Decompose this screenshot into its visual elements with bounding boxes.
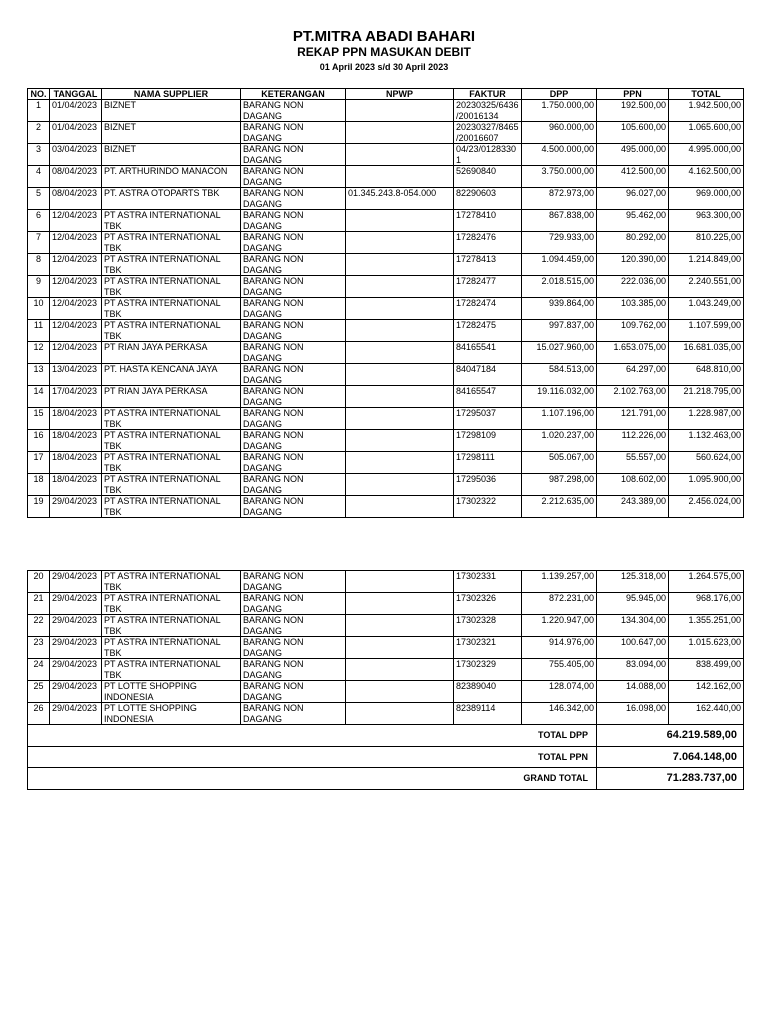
row-number: 8 [28, 254, 50, 276]
row-number: 6 [28, 210, 50, 232]
row-supplier: PT. ASTRA OTOPARTS TBK [102, 188, 241, 210]
row-ppn: 112.226,00 [597, 430, 669, 452]
table-row [28, 210, 744, 232]
totals-label: TOTAL DPP [28, 725, 597, 747]
row-dpp: 19.116.032,00 [522, 386, 597, 408]
row-invoice: 84047184 [454, 364, 522, 386]
table-row [28, 408, 744, 430]
row-npwp [346, 342, 454, 364]
row-npwp [346, 496, 454, 518]
row-npwp [346, 254, 454, 276]
row-total: 1.942.500,00 [669, 100, 744, 122]
row-supplier: PT ASTRA INTERNATIONAL TBK [102, 593, 241, 615]
row-total: 560.624,00 [669, 452, 744, 474]
row-invoice: 17278410 [454, 210, 522, 232]
row-description: BARANG NON DAGANG [241, 342, 346, 364]
row-number: 20 [28, 571, 50, 593]
row-description: BARANG NON DAGANG [241, 298, 346, 320]
row-number: 7 [28, 232, 50, 254]
row-npwp [346, 210, 454, 232]
row-total: 968.176,00 [669, 593, 744, 615]
row-number: 19 [28, 496, 50, 518]
row-date: 17/04/2023 [50, 386, 102, 408]
table-row [28, 254, 744, 276]
table-row [28, 681, 744, 703]
row-npwp [346, 408, 454, 430]
row-number: 9 [28, 276, 50, 298]
row-ppn: 95.945,00 [597, 593, 669, 615]
row-npwp [346, 386, 454, 408]
row-ppn: 495.000,00 [597, 144, 669, 166]
row-description: BARANG NON DAGANG [241, 232, 346, 254]
row-dpp: 872.231,00 [522, 593, 597, 615]
row-ppn: 55.557,00 [597, 452, 669, 474]
col-header-npwp: NPWP [346, 89, 454, 100]
row-number: 13 [28, 364, 50, 386]
col-header-invoice: FAKTUR [454, 89, 522, 100]
table-row [28, 232, 744, 254]
row-total: 21.218.795,00 [669, 386, 744, 408]
row-description: BARANG NON DAGANG [241, 188, 346, 210]
table-row [28, 615, 744, 637]
row-ppn: 121.791,00 [597, 408, 669, 430]
row-supplier: PT ASTRA INTERNATIONAL TBK [102, 276, 241, 298]
row-date: 29/04/2023 [50, 615, 102, 637]
row-ppn: 103.385,00 [597, 298, 669, 320]
row-invoice: 17298111 [454, 452, 522, 474]
table-row [28, 386, 744, 408]
row-ppn: 14.088,00 [597, 681, 669, 703]
row-total: 969.000,00 [669, 188, 744, 210]
table-row [28, 496, 744, 518]
row-dpp: 867.838,00 [522, 210, 597, 232]
row-date: 12/04/2023 [50, 232, 102, 254]
row-date: 12/04/2023 [50, 276, 102, 298]
row-invoice: 17302329 [454, 659, 522, 681]
report-title: REKAP PPN MASUKAN DEBIT [297, 45, 471, 59]
row-dpp: 997.837,00 [522, 320, 597, 342]
row-description: BARANG NON DAGANG [241, 144, 346, 166]
row-description: BARANG NON DAGANG [241, 681, 346, 703]
table-row [28, 703, 744, 725]
row-supplier: PT. ARTHURINDO MANACON [102, 166, 241, 188]
row-total: 963.300,00 [669, 210, 744, 232]
row-description: BARANG NON DAGANG [241, 703, 346, 725]
row-date: 29/04/2023 [50, 571, 102, 593]
row-date: 08/04/2023 [50, 166, 102, 188]
table-row [28, 637, 744, 659]
row-description: BARANG NON DAGANG [241, 430, 346, 452]
row-date: 29/04/2023 [50, 703, 102, 725]
row-total: 1.015.623,00 [669, 637, 744, 659]
row-number: 23 [28, 637, 50, 659]
row-dpp: 1.020.237,00 [522, 430, 597, 452]
row-total: 1.214.849,00 [669, 254, 744, 276]
row-npwp [346, 100, 454, 122]
row-number: 11 [28, 320, 50, 342]
row-supplier: PT ASTRA INTERNATIONAL TBK [102, 320, 241, 342]
row-dpp: 584.513,00 [522, 364, 597, 386]
row-number: 4 [28, 166, 50, 188]
row-date: 12/04/2023 [50, 320, 102, 342]
report-period: 01 April 2023 s/d 30 April 2023 [319, 62, 449, 72]
col-header-ppn: PPN [597, 89, 669, 100]
ppn-table-page-1 [27, 88, 744, 518]
table-row [28, 571, 744, 593]
table-row [28, 364, 744, 386]
row-npwp [346, 452, 454, 474]
row-date: 12/04/2023 [50, 254, 102, 276]
row-date: 12/04/2023 [50, 210, 102, 232]
table-row [28, 298, 744, 320]
row-invoice: 82389040 [454, 681, 522, 703]
row-ppn: 109.762,00 [597, 320, 669, 342]
row-npwp [346, 615, 454, 637]
row-supplier: BIZNET [102, 122, 241, 144]
row-ppn: 134.304,00 [597, 615, 669, 637]
row-ppn: 2.102.763,00 [597, 386, 669, 408]
row-total: 2.240.551,00 [669, 276, 744, 298]
row-invoice: 17302331 [454, 571, 522, 593]
col-header-date: TANGGAL [50, 89, 102, 100]
row-description: BARANG NON DAGANG [241, 276, 346, 298]
row-date: 18/04/2023 [50, 430, 102, 452]
row-date: 03/04/2023 [50, 144, 102, 166]
row-invoice: 84165547 [454, 386, 522, 408]
row-npwp [346, 276, 454, 298]
row-total: 1.132.463,00 [669, 430, 744, 452]
row-npwp [346, 320, 454, 342]
row-invoice: 17302326 [454, 593, 522, 615]
row-date: 12/04/2023 [50, 342, 102, 364]
row-npwp [346, 232, 454, 254]
row-dpp: 4.500.000,00 [522, 144, 597, 166]
row-supplier: PT LOTTE SHOPPING INDONESIA [102, 681, 241, 703]
row-invoice: 82290603 [454, 188, 522, 210]
row-description: BARANG NON DAGANG [241, 615, 346, 637]
row-number: 10 [28, 298, 50, 320]
row-total: 1.043.249,00 [669, 298, 744, 320]
row-date: 29/04/2023 [50, 637, 102, 659]
row-invoice: 17282474 [454, 298, 522, 320]
row-dpp: 1.139.257,00 [522, 571, 597, 593]
row-dpp: 146.342,00 [522, 703, 597, 725]
row-description: BARANG NON DAGANG [241, 593, 346, 615]
row-invoice: 17302328 [454, 615, 522, 637]
row-npwp [346, 637, 454, 659]
row-date: 18/04/2023 [50, 452, 102, 474]
row-description: BARANG NON DAGANG [241, 571, 346, 593]
row-invoice: 82389114 [454, 703, 522, 725]
row-date: 01/04/2023 [50, 122, 102, 144]
row-description: BARANG NON DAGANG [241, 166, 346, 188]
row-npwp [346, 571, 454, 593]
row-description: BARANG NON DAGANG [241, 122, 346, 144]
row-invoice: 17295037 [454, 408, 522, 430]
row-ppn: 222.036,00 [597, 276, 669, 298]
ppn-table-page-2 [27, 570, 744, 790]
row-invoice: 17302322 [454, 496, 522, 518]
row-supplier: PT ASTRA INTERNATIONAL TBK [102, 571, 241, 593]
row-description: BARANG NON DAGANG [241, 210, 346, 232]
table-row [28, 122, 744, 144]
row-npwp: 01.345.243.8-054.000 [346, 188, 454, 210]
row-invoice: 84165541 [454, 342, 522, 364]
row-dpp: 960.000,00 [522, 122, 597, 144]
row-supplier: PT ASTRA INTERNATIONAL TBK [102, 210, 241, 232]
row-number: 25 [28, 681, 50, 703]
row-supplier: PT ASTRA INTERNATIONAL TBK [102, 298, 241, 320]
row-number: 26 [28, 703, 50, 725]
row-npwp [346, 430, 454, 452]
row-date: 18/04/2023 [50, 474, 102, 496]
row-date: 08/04/2023 [50, 188, 102, 210]
row-number: 17 [28, 452, 50, 474]
row-supplier: PT ASTRA INTERNATIONAL TBK [102, 659, 241, 681]
table-row [28, 452, 744, 474]
row-description: BARANG NON DAGANG [241, 452, 346, 474]
table-row [28, 474, 744, 496]
totals-value: 7.064.148,00 [597, 746, 744, 768]
row-dpp: 1.107.196,00 [522, 408, 597, 430]
row-npwp [346, 298, 454, 320]
totals-label: GRAND TOTAL [28, 768, 597, 790]
row-npwp [346, 166, 454, 188]
row-invoice: 17278413 [454, 254, 522, 276]
row-total: 1.355.251,00 [669, 615, 744, 637]
row-dpp: 729.933,00 [522, 232, 597, 254]
row-npwp [346, 681, 454, 703]
row-ppn: 80.292,00 [597, 232, 669, 254]
row-description: BARANG NON DAGANG [241, 364, 346, 386]
row-ppn: 95.462,00 [597, 210, 669, 232]
row-description: BARANG NON DAGANG [241, 496, 346, 518]
row-total: 1.228.987,00 [669, 408, 744, 430]
row-dpp: 15.027.960,00 [522, 342, 597, 364]
row-invoice: 17282476 [454, 232, 522, 254]
row-dpp: 914.976,00 [522, 637, 597, 659]
row-dpp: 2.018.515,00 [522, 276, 597, 298]
table-row [28, 100, 744, 122]
row-date: 13/04/2023 [50, 364, 102, 386]
row-number: 3 [28, 144, 50, 166]
table-row [28, 144, 744, 166]
row-supplier: PT LOTTE SHOPPING INDONESIA [102, 703, 241, 725]
row-invoice: 52690840 [454, 166, 522, 188]
row-number: 14 [28, 386, 50, 408]
col-header-description: KETERANGAN [241, 89, 346, 100]
row-ppn: 96.027,00 [597, 188, 669, 210]
totals-value: 64.219.589,00 [597, 725, 744, 747]
table-row [28, 166, 744, 188]
row-dpp: 1.750.000,00 [522, 100, 597, 122]
row-dpp: 939.864,00 [522, 298, 597, 320]
row-invoice: 04/23/0128330 1 [454, 144, 522, 166]
table-row [28, 276, 744, 298]
row-invoice: 17282475 [454, 320, 522, 342]
row-number: 22 [28, 615, 50, 637]
row-description: BARANG NON DAGANG [241, 320, 346, 342]
row-number: 1 [28, 100, 50, 122]
col-header-supplier: NAMA SUPPLIER [102, 89, 241, 100]
row-dpp: 2.212.635,00 [522, 496, 597, 518]
row-number: 16 [28, 430, 50, 452]
row-number: 5 [28, 188, 50, 210]
row-supplier: PT ASTRA INTERNATIONAL TBK [102, 637, 241, 659]
row-invoice: 20230325/6436 /20016134 [454, 100, 522, 122]
row-number: 2 [28, 122, 50, 144]
row-total: 162.440,00 [669, 703, 744, 725]
row-dpp: 987.298,00 [522, 474, 597, 496]
row-date: 18/04/2023 [50, 408, 102, 430]
row-supplier: BIZNET [102, 100, 241, 122]
row-ppn: 120.390,00 [597, 254, 669, 276]
row-invoice: 17302321 [454, 637, 522, 659]
row-npwp [346, 703, 454, 725]
row-description: BARANG NON DAGANG [241, 254, 346, 276]
row-supplier: PT ASTRA INTERNATIONAL TBK [102, 232, 241, 254]
totals-row [28, 725, 744, 747]
totals-row [28, 768, 744, 790]
row-supplier: PT ASTRA INTERNATIONAL TBK [102, 430, 241, 452]
row-total: 810.225,00 [669, 232, 744, 254]
company-name: PT.MITRA ABADI BAHARI [292, 28, 476, 45]
row-supplier: PT ASTRA INTERNATIONAL TBK [102, 408, 241, 430]
row-description: BARANG NON DAGANG [241, 474, 346, 496]
row-ppn: 125.318,00 [597, 571, 669, 593]
row-total: 1.264.575,00 [669, 571, 744, 593]
row-number: 18 [28, 474, 50, 496]
row-total: 648.810,00 [669, 364, 744, 386]
row-npwp [346, 144, 454, 166]
row-ppn: 108.602,00 [597, 474, 669, 496]
row-ppn: 105.600,00 [597, 122, 669, 144]
row-supplier: PT ASTRA INTERNATIONAL TBK [102, 615, 241, 637]
row-supplier: PT ASTRA INTERNATIONAL TBK [102, 474, 241, 496]
col-header-no: NO. [28, 89, 50, 100]
row-supplier: PT RIAN JAYA PERKASA [102, 342, 241, 364]
row-date: 29/04/2023 [50, 496, 102, 518]
col-header-dpp: DPP [522, 89, 597, 100]
row-date: 01/04/2023 [50, 100, 102, 122]
row-dpp: 505.067,00 [522, 452, 597, 474]
row-number: 12 [28, 342, 50, 364]
row-dpp: 3.750.000,00 [522, 166, 597, 188]
row-invoice: 17298109 [454, 430, 522, 452]
row-supplier: PT. HASTA KENCANA JAYA [102, 364, 241, 386]
row-supplier: BIZNET [102, 144, 241, 166]
row-dpp: 872.973,00 [522, 188, 597, 210]
row-ppn: 243.389,00 [597, 496, 669, 518]
table-row [28, 342, 744, 364]
row-ppn: 64.297,00 [597, 364, 669, 386]
row-description: BARANG NON DAGANG [241, 659, 346, 681]
row-npwp [346, 593, 454, 615]
row-total: 838.499,00 [669, 659, 744, 681]
row-ppn: 83.094,00 [597, 659, 669, 681]
totals-value: 71.283.737,00 [597, 768, 744, 790]
row-total: 1.095.900,00 [669, 474, 744, 496]
table-row [28, 659, 744, 681]
row-npwp [346, 364, 454, 386]
row-description: BARANG NON DAGANG [241, 637, 346, 659]
row-total: 1.065.600,00 [669, 122, 744, 144]
totals-row [28, 746, 744, 768]
table-row [28, 320, 744, 342]
row-dpp: 1.094.459,00 [522, 254, 597, 276]
row-invoice: 17295036 [454, 474, 522, 496]
table-header-row [28, 89, 744, 100]
row-ppn: 16.098,00 [597, 703, 669, 725]
row-total: 1.107.599,00 [669, 320, 744, 342]
row-invoice: 17282477 [454, 276, 522, 298]
row-ppn: 100.647,00 [597, 637, 669, 659]
table-row [28, 188, 744, 210]
row-number: 24 [28, 659, 50, 681]
row-supplier: PT ASTRA INTERNATIONAL TBK [102, 452, 241, 474]
row-npwp [346, 474, 454, 496]
totals-label: TOTAL PPN [28, 746, 597, 768]
row-number: 15 [28, 408, 50, 430]
row-date: 29/04/2023 [50, 659, 102, 681]
row-dpp: 755.405,00 [522, 659, 597, 681]
row-number: 21 [28, 593, 50, 615]
row-npwp [346, 659, 454, 681]
row-dpp: 128.074,00 [522, 681, 597, 703]
row-description: BARANG NON DAGANG [241, 386, 346, 408]
row-date: 29/04/2023 [50, 593, 102, 615]
row-description: BARANG NON DAGANG [241, 408, 346, 430]
row-ppn: 412.500,00 [597, 166, 669, 188]
row-supplier: PT RIAN JAYA PERKASA [102, 386, 241, 408]
row-date: 12/04/2023 [50, 298, 102, 320]
row-date: 29/04/2023 [50, 681, 102, 703]
row-description: BARANG NON DAGANG [241, 100, 346, 122]
row-total: 4.162.500,00 [669, 166, 744, 188]
col-header-total: TOTAL [669, 89, 744, 100]
row-supplier: PT ASTRA INTERNATIONAL TBK [102, 254, 241, 276]
row-total: 2.456.024,00 [669, 496, 744, 518]
table-row [28, 593, 744, 615]
row-ppn: 1.653.075,00 [597, 342, 669, 364]
row-npwp [346, 122, 454, 144]
row-total: 142.162,00 [669, 681, 744, 703]
row-total: 16.681.035,00 [669, 342, 744, 364]
row-supplier: PT ASTRA INTERNATIONAL TBK [102, 496, 241, 518]
row-dpp: 1.220.947,00 [522, 615, 597, 637]
row-invoice: 20230327/8465 /20016607 [454, 122, 522, 144]
row-ppn: 192.500,00 [597, 100, 669, 122]
table-row [28, 430, 744, 452]
row-total: 4.995.000,00 [669, 144, 744, 166]
